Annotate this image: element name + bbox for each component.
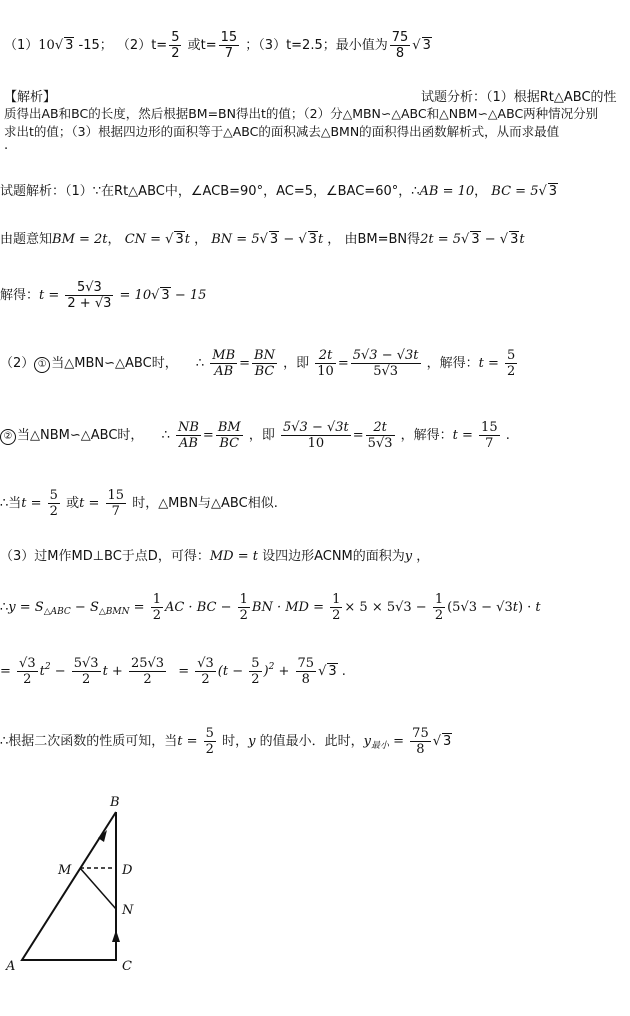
analysis-line2: 质得出AB和BC的长度，然后根据BM=BN得出t的值；（2）分△MBN∽△ABC和△NBM∽△ABC两种情况分别 (4, 106, 599, 121)
label-c: C (122, 959, 132, 974)
solution-step9: = $\frac{√3}{2}$ $t^2$ − $\frac{5√3}{2}$ t + $\frac{25√3}{2}$ = $\frac{√3}{2}$ (t − $\frac{5}{2}$ )$^2$ + $\frac{75}{8}$ √ 3 . (0, 656, 346, 687)
solution-step3: 解得：t = $\frac{5√3}{2 + √3}$ = 10√ 3 − 15 (0, 280, 207, 311)
label-a: A (6, 959, 16, 974)
solution-step2: 由题意知BM = 2t， CN = √ 3t ， BN = 5√ 3 − √ 3t ， 由BM=BN得2t = 5√ 3 − √ 3t (0, 232, 525, 247)
solution-step1: 试题解析：（1）∵在Rt△ABC中，∠ACB=90°，AC=5，∠BAC=60°，∴AB = 10， BC = 5√ 3 (0, 184, 558, 199)
triangle-outline (22, 812, 116, 960)
answer-part1-label: （1） (4, 38, 39, 53)
label-d: D (122, 863, 133, 878)
label-m: M (58, 863, 72, 878)
solution-step5: ② 当△NBM∽△ABC时， ∴ $\frac{NB}{AB}$ = $\frac{BM}{BC}$ ，即 $\frac{5√3 - √3t}{10}$ = $\frac{2t}{5√3}$ ，解得：t = $\frac{15}{7}$ . (0, 420, 510, 451)
analysis-line3: 求出t的值；（3）根据四边形的面积等于△ABC的面积减去△BMN的面积得出函数解析式，从而求最值 (4, 124, 560, 139)
label-n: N (122, 903, 134, 918)
solution-step7: （3）过M作MD⊥BC于点D，可得：MD = t 设四边形ACNM的面积为y ， (0, 549, 430, 564)
solution-step4: （2） ① 当△MBN∽△ABC时， ∴ $\frac{MB}{AB}$ = $\frac{BN}{BC}$ ，即 $\frac{2t}{10}$ = $\frac{5√3 - √3t}{5√3}$ ，解得：t = $\frac{5}{2}$ (0, 348, 516, 379)
label-b: B (110, 795, 120, 810)
solution-step6: ∴当t = $\frac{5}{2}$ 或t = $\frac{15}{7}$ 时，△MBN与△ABC相似. (0, 488, 278, 519)
arrow-on-cn-icon (112, 930, 120, 942)
segment-mn (80, 868, 116, 909)
analysis-line1: 试题分析：（1）根据Rt△ABC的性 (421, 90, 617, 105)
analysis-line4: . (4, 138, 9, 153)
solution-step10: ∴根据二次函数的性质可知，当t = $\frac{5}{2}$ 时，y 的值最小．此时，$y_{最小}$ = $\frac{75}{8}$ √ 3 (0, 726, 452, 757)
analysis-heading: 【解析】 (4, 90, 57, 105)
solution-step8: ∴y = $S_{\triangle ABC} - S_{\triangle BMN}$ = $\frac{1}{2}$ AC · BC − $\frac{1}{2}$ BN · MD = $\frac{1}{2}$ × 5 × 5√3 − $\frac{1}{2}$ (5√3 − √3t) · t (0, 592, 541, 623)
answer-line: （1）10√ 3 -15； （2）t= $\frac{5}{2}$ 或t= $\frac{15}{7}$ ；（3）t=2.5；最小值为 $\frac{75}{8}$ √ 3 (4, 30, 431, 61)
triangle-figure (0, 790, 160, 990)
